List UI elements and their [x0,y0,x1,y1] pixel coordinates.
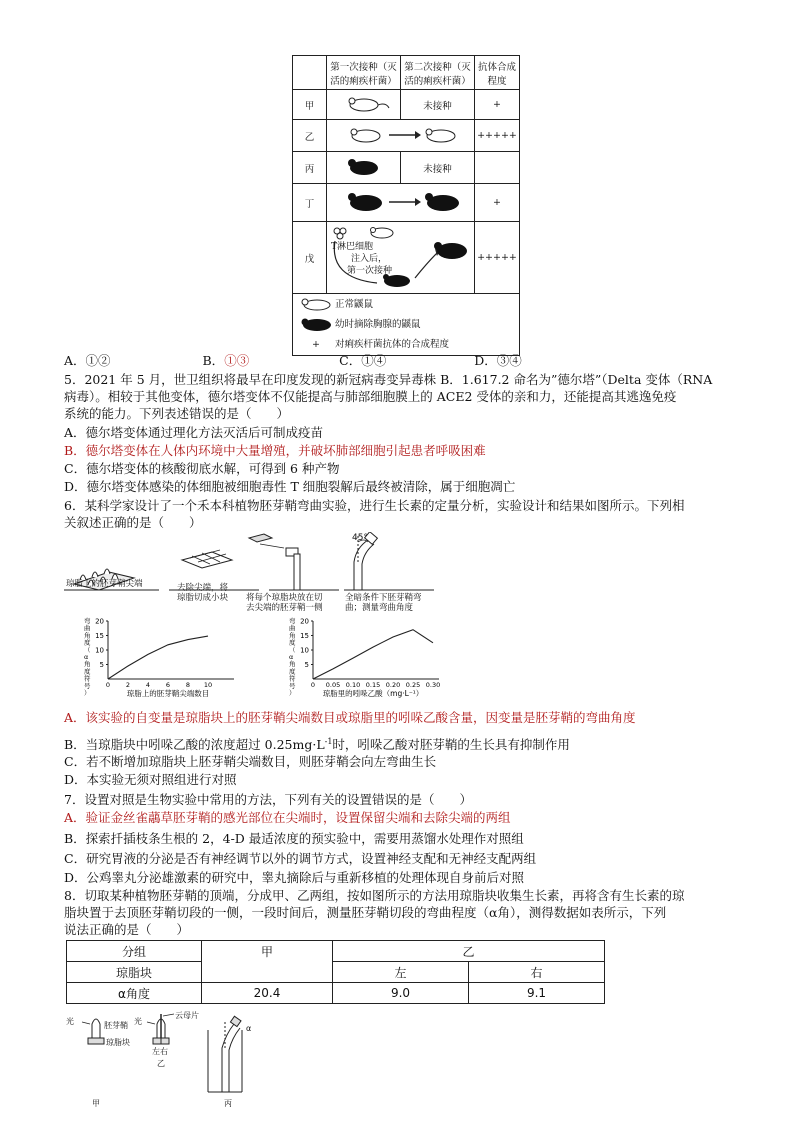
antibody-degree: + [475,90,520,120]
coleoptile-bing-icon [208,1016,242,1092]
q7-option-b: B．探索扦插枝条生根的 2，4-D 最适浓度的预实验中，需要用蒸馏水处理作对照组 [64,831,524,846]
legend-text: 幼时摘除胸腺的鼷鼠 [335,318,421,330]
legend-row [293,294,520,356]
q7-option-d: D．公鸡睾丸分泌雄激素的研究中，睾丸摘除后与重新移植的处理体现自身前后对照 [64,870,525,885]
y-axis-label-char: 曲 [84,624,91,633]
q5-stem-line: 病毒）。相较于其他变体，德尔塔变体不仅能提高与肺部细胞膜上的 ACE2 受体的亲和力，还能提高其逃逸免疫 [64,389,677,404]
mouse-cell [327,152,401,184]
header-text: 程度 [487,75,507,87]
mouse-cell [327,184,475,222]
group-yi: 乙 [333,941,605,962]
agar-left: 左 [333,962,469,983]
option-text: 时，吲哚乙酸对胚芽鞘的生长具有抑制作用 [332,737,570,753]
q4-option-c: C．①④ [339,353,387,368]
antibody-degree: + [475,184,520,222]
y-axis-label-char: ） [289,689,296,697]
y-axis-label-char: 符 [289,674,296,683]
bing-label: 丙 [224,1099,232,1108]
agar-label: 琼脂块 [106,1038,130,1047]
q6-option-c: C．若不断增加琼脂块上胚芽鞘尖端数目，则胚芽鞘会向左弯曲生长 [64,754,437,769]
row-label: 戊 [293,222,327,294]
legend-text: 对痢疾杆菌抗体的合成程度 [335,338,450,350]
q8-figure [64,1010,284,1110]
agar-grid-icon [182,550,232,568]
y-axis-label-char: 度 [84,667,91,676]
jia-label: 甲 [92,1099,100,1108]
mouse-outline-icon [302,299,330,310]
y-tick-label: 20 [95,617,104,626]
y-axis-label-char: 角 [289,631,296,640]
figure-caption [345,593,422,613]
y-axis-label-char: ） [84,689,91,697]
q8-stem-line: 说法正确的是（ ） [64,922,190,937]
y-tick-label: 5 [99,661,104,669]
superscript: -1 [324,737,333,746]
mouse-black-icon [348,159,378,175]
wu-note: 注入后， [351,253,388,264]
y-axis-label-char: 角 [84,660,91,669]
legend-item [297,295,519,315]
mouse-outline-icon [426,129,455,142]
y-axis-label-char: α [84,653,89,661]
caption-text: 琼脂切成小块 [177,593,229,603]
header-text: 抗体合成 [477,61,516,73]
right-angle-value: 9.1 [469,983,605,1004]
left-angle-value: 9.0 [333,983,469,1004]
mouse-black-icon [425,193,459,211]
q6-option-a: A．该实验的自变量是琼脂块上的胚芽鞘尖端数目或琼脂里的吲哚乙酸含量，因变量是胚芽鞘的弯曲角度 [64,710,636,725]
second-vaccination: 未接种 [401,90,475,120]
left-right-label: 左右 [152,1047,168,1056]
q8-stem-line: 8．切取某种植物胚芽鞘的顶端，分成甲、乙两组，按如图所示的方法用琼脂块收集生长素，再将含有生长素的琼 [64,888,685,903]
row-label: 甲 [293,90,327,120]
y-axis-label-char: （ [84,645,91,654]
x-tick-label: 0 [105,681,111,689]
yi-label: 乙 [157,1059,165,1068]
q4-option-b-answer: ①③ [224,353,250,368]
figure-caption: 琼脂上的胚芽鞘尖端 [66,579,143,589]
chart-iaa-concentration [285,615,485,705]
mouse-outline-icon [349,98,389,111]
second-vaccination: 未接种 [401,152,475,184]
row-label: 丙 [293,152,327,184]
header-text: 活的痢疾杆菌） [404,75,471,87]
x-axis-label: 琼脂里的吲哚乙酸（mg·L⁻¹） [322,689,424,698]
x-tick-label: 0.25 [405,681,421,689]
table-header-cell [293,56,327,90]
q8-stem-line: 脂块置于去顶胚芽鞘切段的一侧，一段时间后，测量胚芽鞘切段的弯曲程度（α角），测得数据如表所示，下列 [64,905,667,920]
jia-angle-value: 20.4 [202,983,333,1004]
y-axis-label-char: 度 [289,667,296,676]
agar-block-icon [249,534,272,542]
mouse-outline-icon [351,129,380,142]
y-axis-label-char: 度 [289,638,296,647]
table-row [293,184,520,222]
x-tick-label: 8 [185,681,191,689]
x-tick-label: 0.05 [325,681,341,689]
vaccination-figure-table [292,55,520,356]
antibody-degree: +++++ [475,222,520,294]
agar-header: 琼脂块 [67,962,202,983]
agar-right: 右 [469,962,605,983]
x-tick-label: 0 [310,681,316,689]
y-tick-label: 5 [304,661,309,669]
y-tick-label: 15 [300,632,309,640]
table-row [293,90,520,120]
q6-stem-line: 关叙述正确的是（ ） [64,515,202,530]
table-row [293,152,520,184]
antibody-degree [475,152,520,184]
series-line [313,630,433,679]
legend-text: 正常鼷鼠 [335,298,374,310]
header-text: 第一次接种（灭 [330,61,397,73]
x-tick-label: 0.10 [345,681,361,689]
figure-caption [177,583,228,603]
q7-stem: 7．设置对照是生物实验中常用的方法，下列有关的设置错误的是（ ） [64,792,472,807]
caption-text: 曲；测量弯曲角度 [345,603,414,613]
row-label: 丁 [293,184,327,222]
y-tick-label: 10 [95,646,104,655]
y-axis-label-char: 弯 [84,617,91,625]
y-axis-label-char: 角 [289,660,296,669]
q8-data-table [66,940,605,1004]
wu-note: 第一次接种 [347,265,393,276]
q5-stem-line: 系统的能力。下列表述错误的是（ ） [64,406,290,421]
mouse-black-icon [434,242,467,259]
q5-stem-line: 5．2021 年 5 月，世卫组织将最早在印度发现的新冠病毒变异毒株 B．1.617.2 命名为”德尔塔”（Delta 变体（RNA [64,372,713,387]
lymphocyte-icon [334,228,346,239]
arrow-icon [389,198,421,206]
angle-header: α角度 [67,983,202,1004]
caption-text: 将每个琼脂块放在切 [246,593,323,603]
series-line [108,636,208,679]
angle-label: 45° [352,533,368,543]
y-axis-label-char: 符 [84,674,91,683]
mouse-cell [327,222,475,294]
table-row [293,222,520,294]
mouse-cell [327,120,475,152]
decapitated-coleoptile-icon [286,548,300,590]
y-tick-label: 15 [95,632,104,640]
wu-note: T淋巴细胞 [331,241,374,252]
table-header-cell [475,56,520,90]
chart-tip-count [80,615,280,705]
mouse-black-icon [302,319,332,332]
y-axis-label-char: 弯 [289,617,296,625]
q5-option-d: D．德尔塔变体感染的体细胞被细胞毒性 T 细胞裂解后最终被清除，属于细胞凋亡 [64,479,516,494]
x-tick-label: 0.15 [365,681,381,689]
mouse-outline-icon [371,227,394,238]
table-header-cell [401,56,475,90]
x-tick-label: 6 [165,681,171,689]
y-axis-label-char: 度 [84,638,91,647]
y-axis-label-char: （ [289,645,296,654]
legend-item [297,315,519,335]
mouse-cell [327,90,401,120]
caption-text: 去尖端的胚芽鞘一侧 [246,603,323,613]
x-tick-label: 10 [203,681,213,689]
y-axis-label-char: 号 [84,681,91,690]
y-axis-label-char: 曲 [289,624,296,633]
table-header-cell [327,56,401,90]
x-tick-label: 2 [125,681,131,689]
header-text: 第二次接种（灭 [404,61,471,73]
header-text: 活的痢疾杆菌） [330,75,397,87]
y-tick-label: 20 [300,617,309,626]
caption-text: 全暗条件下胚芽鞘弯 [345,593,422,603]
q5-option-c: C．德尔塔变体的核酸彻底水解，可得到 6 种产物 [64,461,340,476]
alpha-label: α [246,1024,252,1033]
q4-options [64,352,522,369]
y-tick-label: 10 [300,646,309,655]
y-axis-label-char: 角 [84,631,91,640]
q6-option-b [64,733,570,753]
q6-stem-line: 6．某科学家设计了一个禾本科植物胚芽鞘弯曲实验，进行生长素的定量分析，实验设计和结果如图所示。下列相 [64,498,685,513]
q6-option-d: D．本实验无须对照组进行对照 [64,772,237,787]
option-text: B．当琼脂块中吲哚乙酸的浓度超过 0.25mg·L [64,737,325,753]
antibody-degree: +++++ [475,120,520,152]
legend-symbol: + [312,338,320,350]
mica-label: 云母片 [175,1011,199,1020]
y-axis-label-char: 号 [289,681,296,690]
x-tick-label: 0.20 [385,681,401,689]
q4-option-d: D．③④ [474,353,522,368]
arrow-icon [389,131,421,139]
q4-option-a: A．①② [64,353,111,368]
caption-text: 去除尖端，将 [177,583,229,593]
y-axis-label-char: α [289,653,294,661]
light-label: 光 [66,1017,74,1026]
q7-option-a: A．验证金丝雀虉草胚芽鞘的感光部位在尖端时，设置保留尖端和去除尖端的两组 [64,810,511,825]
coleoptile-jia-icon [82,1019,104,1044]
light-label: 光 [134,1017,142,1026]
empty-cell [202,962,333,983]
coleoptile-label: 胚芽鞘 [104,1021,128,1030]
q5-option-a: A．德尔塔变体通过理化方法灭活后可制成疫苗 [64,425,324,440]
q5-option-b: B．德尔塔变体在人体内环境中大量增殖，并破坏肺部细胞引起患者呼吸困难 [64,443,486,458]
x-axis-label: 琼脂上的胚芽鞘尖端数目 [126,689,210,698]
row-label: 乙 [293,120,327,152]
group-jia: 甲 [202,941,333,962]
coleoptile-yi-icon [147,1014,174,1044]
mouse-black-icon [348,193,382,211]
q7-option-c: C．研究胃液的分泌是否有神经调节以外的调节方式，设置神经支配和无神经支配两组 [64,851,537,866]
x-tick-label: 0.30 [425,681,441,689]
x-tick-label: 4 [145,681,151,689]
q4-option-b: B． [202,353,225,368]
group-header: 分组 [67,941,202,962]
table-row [293,120,520,152]
figure-caption [246,593,323,613]
